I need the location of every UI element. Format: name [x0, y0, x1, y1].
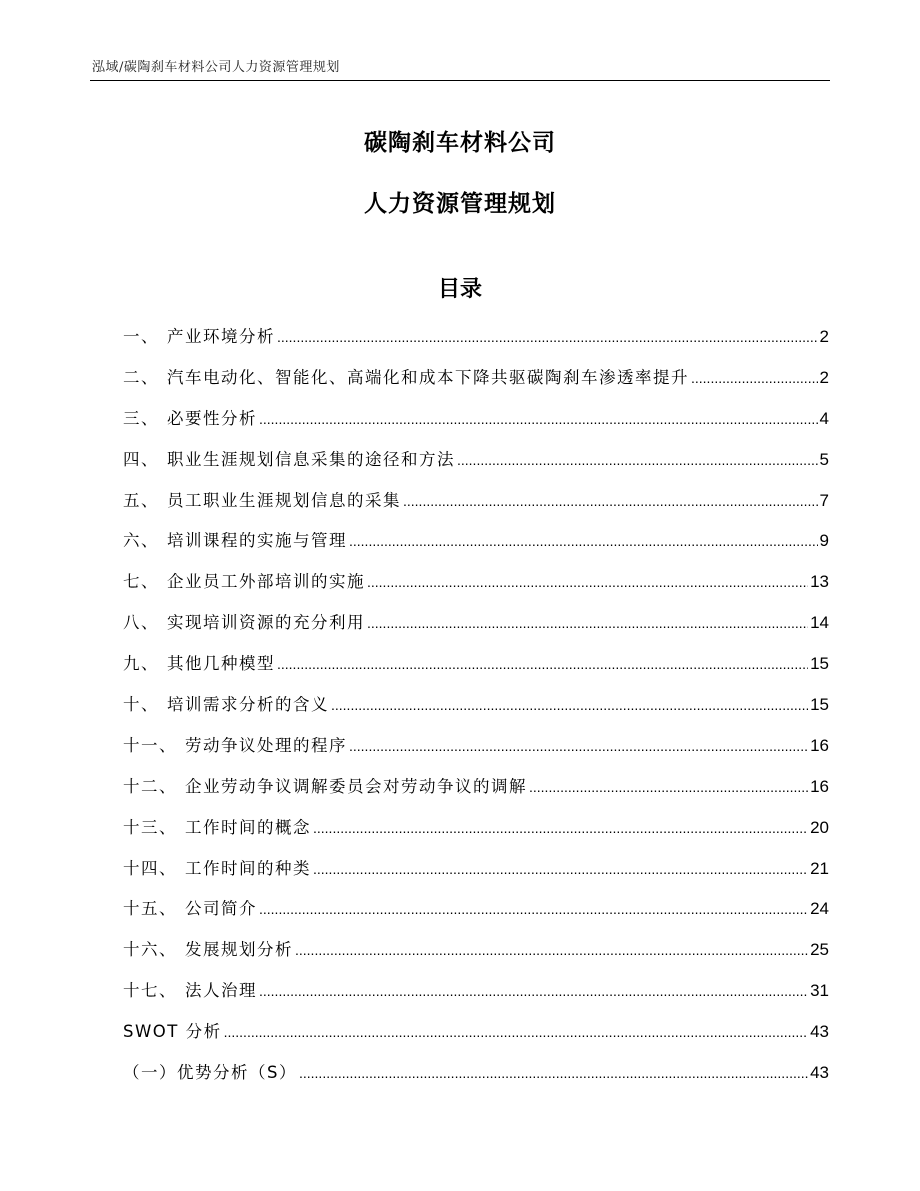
toc-entry[interactable] [123, 364, 829, 405]
toc-entry-label: 企业劳动争议调解委员会对劳动争议的调解 [185, 776, 527, 796]
toc-entry[interactable] [123, 773, 829, 814]
toc-entry-number: 五、 [123, 490, 159, 510]
toc-entry-label: 工作时间的种类 [185, 858, 311, 878]
toc-entry-page-number: 13 [810, 572, 829, 592]
toc-entry-number: 十三、 [123, 817, 177, 837]
toc-entry-page-number: 9 [819, 531, 829, 551]
toc-dot-leader [259, 405, 818, 433]
toc-entry-label: 劳动争议处理的程序 [185, 735, 347, 755]
toc-entry[interactable] [123, 568, 829, 609]
toc-dot-leader [259, 895, 808, 923]
toc-entry-number: 十六、 [123, 940, 177, 960]
toc-dot-leader [277, 323, 818, 351]
toc-entry-page-number: 25 [810, 940, 829, 960]
toc-entry-page-number: 21 [810, 858, 829, 878]
toc-entry-label: （一）优势分析（S） [123, 1063, 297, 1083]
toc-entry-page-number: 43 [810, 1022, 829, 1042]
toc-dot-leader [349, 732, 808, 760]
toc-entry-page-number: 5 [819, 449, 829, 469]
toc-entry[interactable] [123, 936, 829, 977]
toc-entry-number: 七、 [123, 572, 159, 592]
toc-entry-label: 职业生涯规划信息采集的途径和方法 [167, 449, 455, 469]
toc-entry-label: 培训需求分析的含义 [167, 695, 329, 715]
toc-dot-leader [224, 1018, 808, 1046]
toc-entry[interactable] [123, 855, 829, 896]
toc-dot-leader [277, 650, 808, 678]
toc-dot-leader [367, 609, 808, 637]
toc-entry-page-number: 2 [819, 327, 829, 346]
toc-dot-leader [313, 814, 808, 842]
toc-entry-number: 二、 [123, 367, 159, 387]
toc-dot-leader [529, 773, 808, 801]
toc-entry-number: 一、 [123, 327, 159, 346]
toc-entry-number: 十七、 [123, 981, 177, 1001]
toc-entry[interactable] [123, 1059, 829, 1100]
toc-entry[interactable] [123, 977, 829, 1018]
toc-entry-label: 其他几种模型 [167, 654, 275, 674]
toc-dot-leader [349, 527, 818, 555]
table-of-contents [123, 323, 829, 1100]
toc-dot-leader [295, 936, 808, 964]
toc-entry-number: 六、 [123, 531, 159, 551]
toc-entry-page-number: 7 [819, 490, 829, 510]
toc-entry-page-number: 15 [810, 654, 829, 674]
toc-entry-page-number: 15 [810, 695, 829, 715]
toc-entry[interactable] [123, 732, 829, 773]
toc-entry-number: 八、 [123, 613, 159, 633]
toc-entry-number: 四、 [123, 449, 159, 469]
toc-entry-label: 公司简介 [185, 899, 257, 919]
toc-dot-leader [299, 1059, 808, 1087]
toc-entry[interactable] [123, 527, 829, 568]
toc-entry-page-number: 16 [810, 776, 829, 796]
toc-dot-leader [457, 446, 818, 474]
toc-entry-label: 法人治理 [185, 981, 257, 1001]
document-title-line-2: 人力资源管理规划 [364, 191, 556, 217]
toc-entry[interactable] [123, 691, 829, 732]
toc-entry-page-number: 31 [810, 981, 829, 1001]
toc-entry[interactable] [123, 446, 829, 487]
toc-dot-leader [313, 855, 808, 883]
toc-entry-label: 必要性分析 [167, 408, 257, 428]
toc-entry-label: 培训课程的实施与管理 [167, 531, 347, 551]
toc-entry-label: 汽车电动化、智能化、高端化和成本下降共驱碳陶刹车渗透率提升 [167, 367, 689, 387]
toc-entry[interactable] [123, 487, 829, 528]
toc-dot-leader [691, 364, 818, 392]
header-divider [90, 80, 830, 81]
toc-entry-number: 十一、 [123, 735, 177, 755]
toc-entry-number: 十四、 [123, 858, 177, 878]
toc-entry-number: 十、 [123, 695, 159, 715]
toc-entry[interactable] [123, 650, 829, 691]
toc-entry-number: 三、 [123, 408, 159, 428]
toc-entry-page-number: 14 [810, 613, 829, 633]
toc-entry-number: 十五、 [123, 899, 177, 919]
toc-entry[interactable] [123, 323, 829, 364]
toc-entry[interactable] [123, 1018, 829, 1059]
toc-entry-label: 企业员工外部培训的实施 [167, 572, 365, 592]
toc-heading: 目录 [437, 277, 482, 302]
toc-entry[interactable] [123, 895, 829, 936]
toc-dot-leader [367, 568, 808, 596]
toc-entry-page-number: 24 [810, 899, 829, 919]
toc-entry-page-number: 20 [810, 817, 829, 837]
toc-entry-number: 九、 [123, 654, 159, 674]
toc-entry-page-number: 43 [810, 1063, 829, 1083]
toc-dot-leader [331, 691, 808, 719]
toc-entry[interactable] [123, 814, 829, 855]
toc-entry-label: 实现培训资源的充分利用 [167, 613, 365, 633]
toc-entry[interactable] [123, 405, 829, 446]
running-header: 泓域/碳陶刹车材料公司人力资源管理规划 [92, 60, 340, 75]
toc-entry-page-number: 4 [819, 408, 829, 428]
toc-entry-page-number: 2 [819, 367, 829, 387]
toc-entry-number: 十二、 [123, 776, 177, 796]
toc-entry-page-number: 16 [810, 735, 829, 755]
toc-dot-leader [259, 977, 808, 1005]
toc-entry-label: 发展规划分析 [185, 940, 293, 960]
document-title-line-1: 碳陶刹车材料公司 [364, 130, 556, 156]
toc-entry-label: 产业环境分析 [167, 327, 275, 346]
toc-entry-label: SWOT 分析 [123, 1022, 222, 1042]
toc-entry[interactable] [123, 609, 829, 650]
toc-entry-label: 工作时间的概念 [185, 817, 311, 837]
toc-entry-label: 员工职业生涯规划信息的采集 [167, 490, 401, 510]
toc-dot-leader [403, 487, 818, 515]
